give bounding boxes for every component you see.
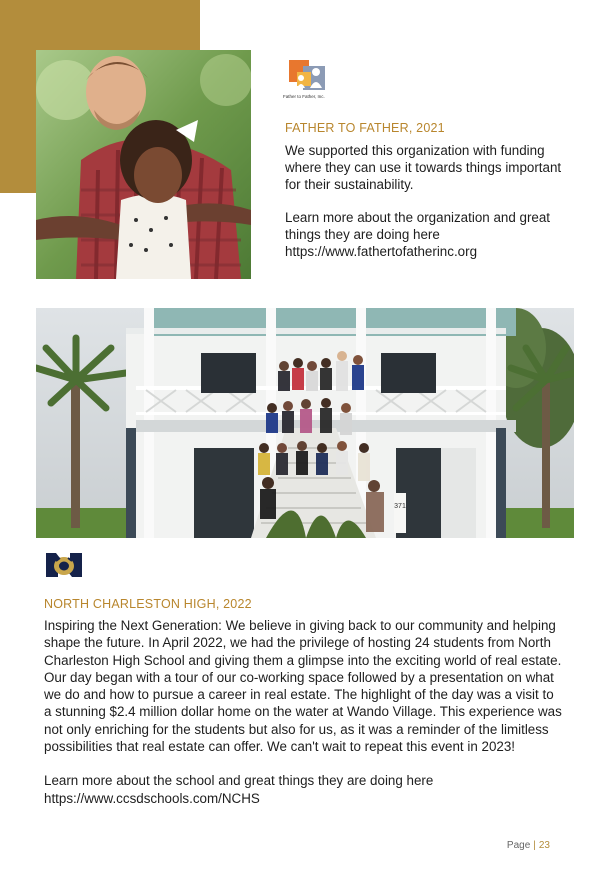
page-label: Page (506, 840, 531, 851)
school-heading: NORTH CHARLESTON HIGH, 2022 (44, 597, 252, 611)
org-heading: FATHER TO FATHER, 2021 (285, 121, 445, 135)
org-paragraph: We supported this organization with funding where they can use it towards things important for their sustainability. (285, 143, 562, 192)
page-separator: | (533, 840, 536, 851)
north-charleston-high-logo (44, 549, 84, 581)
org-learn-more (285, 209, 575, 260)
school-learn-more (44, 772, 564, 807)
org-learn-more-text: Learn more about the organization and great things they are doing here (285, 210, 551, 242)
logo-caption: Father to Father, Inc. (283, 94, 325, 99)
father-daughter-photo (36, 50, 251, 279)
page-number (507, 840, 550, 851)
page-number-value: 23 (538, 840, 550, 851)
school-description (44, 617, 564, 807)
house-number: 371 (394, 503, 406, 510)
school-paragraph: Inspiring the Next Generation: We believe in giving back to our community and helping shape the future. In April 2022, we had the privilege of hosting 24 students from North Charleston High School and giving them a glimpse into the exciting world of real estate. Our day began with a tour of our co-working space followed by a presentation on what we do and how to pursue a career in real estate. The highlight of the day was a visit to a stunning $2.4 million dollar home on the water at Wando Village. This experience was not only enriching for the students but also for us, as it was a reminder of the limitless possibilities that real estate can offer. We can't wait to repeat this event in 2023! (44, 618, 562, 755)
school-learn-more-text: Learn more about the school and great things they are doing here (44, 773, 434, 789)
students-house-photo (36, 308, 574, 538)
org-description (285, 142, 575, 260)
school-url-link[interactable]: https://www.ccsdschools.com/NCHS (44, 790, 260, 806)
org-url-link[interactable]: https://www.fathertofatherinc.org (285, 244, 478, 259)
